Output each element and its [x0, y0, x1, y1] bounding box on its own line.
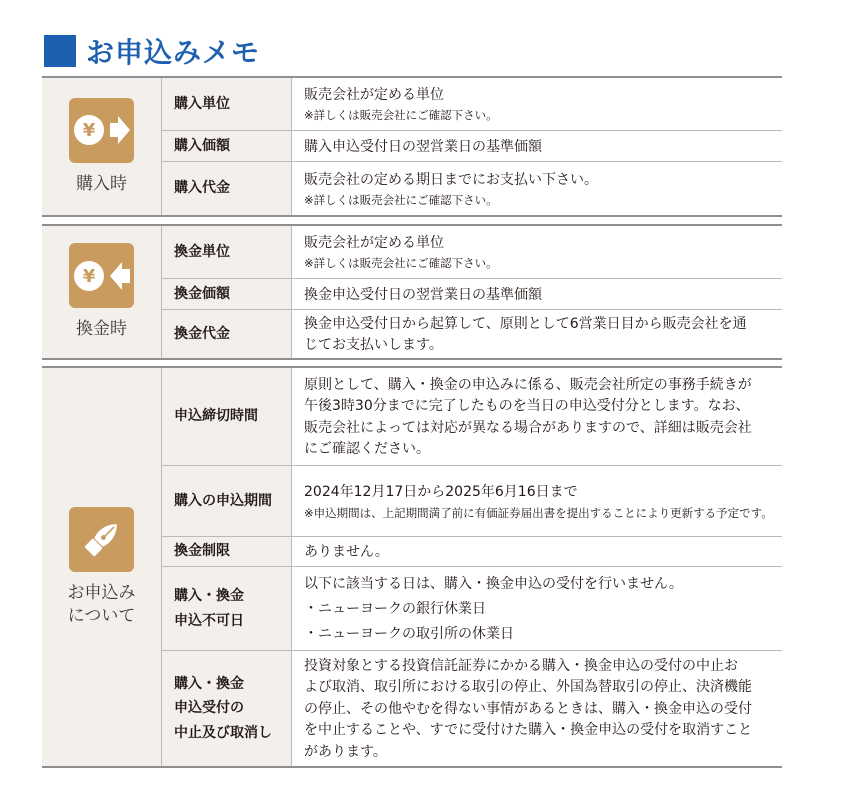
value-line: よび取消、取引所における取引の停止、外国為替取引の停止、決済機能: [304, 679, 752, 696]
row-label: 換金代金: [162, 310, 292, 358]
label-line: 購入・換金: [174, 588, 244, 604]
bullet-item: ・ニューヨークの取引所の休業日: [304, 626, 514, 642]
row-value: [292, 226, 782, 278]
value-text: 2024年12月17日から2025年6月16日まで: [304, 483, 578, 500]
label-line: 申込受付の: [174, 700, 244, 717]
table-row: [162, 650, 782, 766]
table-row: [162, 465, 782, 536]
label-line: 申込不可日: [174, 612, 244, 629]
value-line: 販売会社によっては対応が異なる場合がありますので、詳細は販売会社: [304, 419, 752, 436]
value-text: 換金申込受付日の翌営業日の基準価額: [304, 286, 542, 303]
row-label: [162, 651, 292, 766]
label-line: 中止及び取消し: [174, 724, 272, 741]
value-line: の停止、その他やむを得ない事情があるときは、購入・換金申込の受付: [304, 700, 752, 717]
value-note: ※申込期間は、上記期間満了前に有価証券届出書を提出することにより更新する予定です。: [304, 505, 773, 520]
table-row: [162, 368, 782, 465]
row-value: [292, 368, 782, 465]
value-text: 販売会社が定める単位: [304, 235, 444, 252]
table-row: [162, 278, 782, 309]
row-value: [292, 651, 782, 766]
yen-arrow-out-icon: [69, 243, 134, 308]
label-line: 購入・換金: [174, 675, 244, 692]
value-note: ※詳しくは販売会社にご確認下さい。: [304, 108, 498, 123]
svg-text:¥: ¥: [82, 265, 95, 287]
title-square-icon: [44, 35, 76, 67]
row-value: [292, 310, 782, 358]
row-label: 申込締切時間: [162, 368, 292, 465]
row-label: 換金制限: [162, 537, 292, 566]
category-line: について: [67, 605, 136, 626]
category-purchase: [42, 78, 162, 215]
table-row: [162, 78, 782, 130]
row-value: [292, 131, 782, 161]
row-value: [292, 466, 782, 536]
category-label: [68, 582, 136, 628]
table-row: [162, 536, 782, 566]
value-line: 投資対象とする投資信託証券にかかる購入・換金申込の受付の中止お: [304, 657, 738, 674]
row-value: [292, 162, 782, 215]
category-redemption: [42, 226, 162, 358]
value-line: 原則として、購入・換金の申込みに係る、販売会社所定の事務手続きが: [304, 376, 752, 393]
value-line: にご確認ください。: [304, 441, 430, 457]
value-line: じてお支払いします。: [304, 337, 443, 353]
value-text: 販売会社が定める単位: [304, 87, 444, 104]
category-application: [42, 368, 162, 766]
table-row: [162, 130, 782, 161]
table-row: [162, 309, 782, 358]
value-line: を中止することや、すでに受付けた購入・換金申込の受付を取消すこと: [304, 722, 753, 739]
table-row: [162, 226, 782, 278]
row-label: 購入単位: [162, 78, 292, 130]
yen-arrow-in-icon: [69, 98, 134, 163]
row-value: [292, 78, 782, 130]
category-label: 換金時: [76, 319, 127, 340]
value-line: 換金申込受付日から起算して、原則として6営業日目から販売会社を通: [304, 315, 747, 332]
value-text: 以下に該当する日は、購入・換金申込の受付を行いません。: [304, 576, 683, 592]
svg-text:¥: ¥: [82, 120, 95, 142]
row-label: 換金価額: [162, 279, 292, 309]
title-block: [44, 34, 260, 68]
row-label: 購入代金: [162, 162, 292, 215]
value-line: があります。: [304, 743, 387, 760]
category-label: 購入時: [76, 173, 127, 194]
row-label: 購入価額: [162, 131, 292, 161]
value-note: ※詳しくは販売会社にご確認下さい。: [304, 256, 498, 271]
value-text: ありません。: [304, 544, 389, 560]
category-line: お申込み: [67, 582, 136, 603]
table-row: [162, 566, 782, 650]
row-label: [162, 567, 292, 650]
row-value: [292, 567, 782, 650]
pen-nib-icon: [69, 507, 134, 572]
row-label: 換金単位: [162, 226, 292, 278]
bullet-item: ・ニューヨークの銀行休業日: [304, 601, 486, 617]
value-note: ※詳しくは販売会社にご確認下さい。: [304, 192, 498, 207]
section-purchase: [42, 76, 782, 217]
row-value: [292, 279, 782, 309]
section-application: [42, 366, 782, 768]
page-title: お申込みメモ: [86, 36, 261, 69]
row-value: [292, 537, 782, 566]
value-text: 購入申込受付日の翌営業日の基準価額: [304, 138, 542, 155]
table-row: [162, 161, 782, 215]
section-redemption: [42, 224, 782, 360]
row-label: 購入の申込期間: [162, 466, 292, 536]
value-line: 午後3時30分までに完了したものを当日の申込受付分とします。なお、: [304, 398, 750, 414]
value-text: 販売会社の定める期日までにお支払い下さい。: [304, 171, 598, 188]
